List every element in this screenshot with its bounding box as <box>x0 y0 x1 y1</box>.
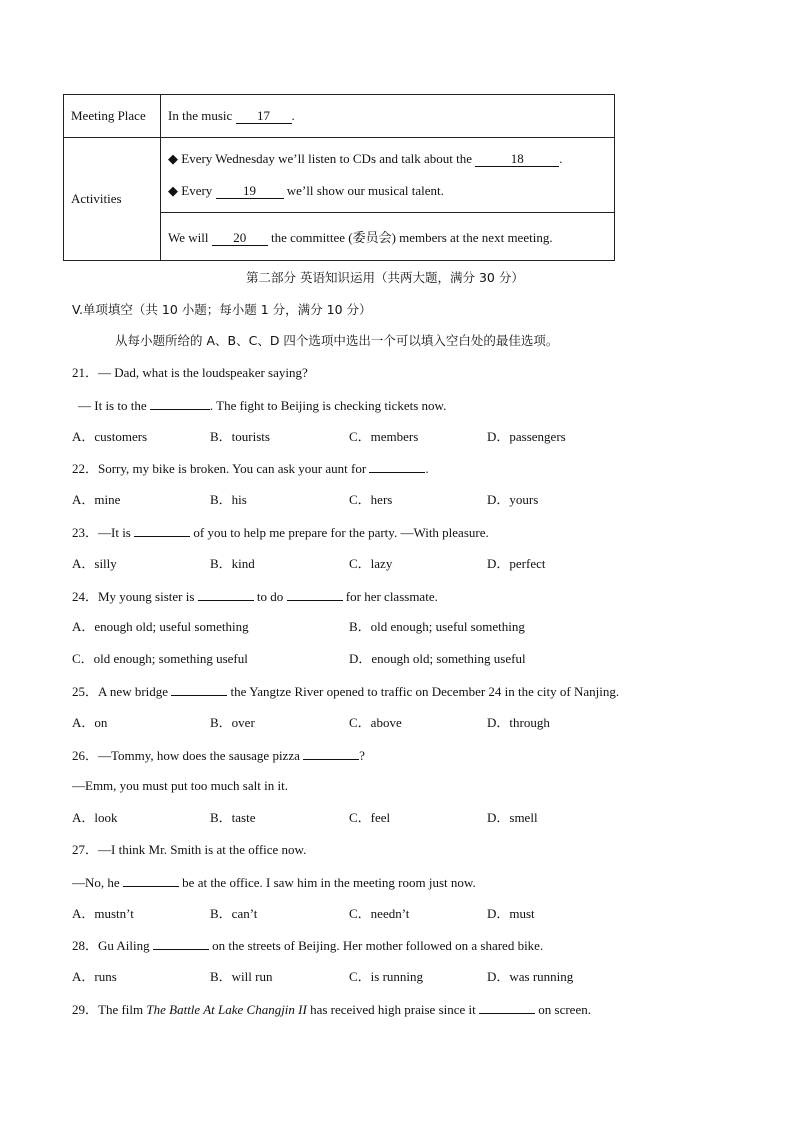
answer-blank[interactable] <box>171 682 227 696</box>
question-22 <box>72 459 429 478</box>
table-text: In the music <box>168 108 233 123</box>
option-a[interactable]: A．look <box>72 810 118 825</box>
notice-table <box>63 94 615 261</box>
table-row-label: Meeting Place <box>64 95 161 138</box>
option-a[interactable]: A．enough old; useful something <box>72 619 249 634</box>
question-text: has received high praise since it <box>310 1002 476 1017</box>
option-a[interactable]: A．runs <box>72 969 117 984</box>
question-text: on screen. <box>538 1002 591 1017</box>
question-28 <box>72 936 543 955</box>
question-text: be at the office. I saw him in the meeting room just now. <box>182 875 476 890</box>
table-text: the committee (委员会) members at the next meeting. <box>270 230 553 245</box>
option-b[interactable]: B．kind <box>210 556 255 571</box>
question-text: 23．—It is <box>72 525 131 540</box>
option-a[interactable]: A．on <box>72 715 108 730</box>
table-text: We will <box>168 230 209 245</box>
question-text: ? <box>359 748 365 763</box>
option-b[interactable]: B．will run <box>210 969 273 984</box>
answer-blank[interactable] <box>198 587 254 601</box>
question-text: 26．—Tommy, how does the sausage pizza <box>72 748 300 763</box>
option-d[interactable]: D．smell <box>487 810 538 825</box>
option-d[interactable]: D．passengers <box>487 429 566 444</box>
table-row-content <box>161 213 615 261</box>
option-d[interactable]: D．must <box>487 906 535 921</box>
option-b[interactable]: B．over <box>210 715 255 730</box>
film-title: The Battle At Lake Changjin II <box>146 1002 307 1017</box>
question-text: of you to help me prepare for the party. —With pleasure. <box>193 525 489 540</box>
option-a[interactable]: A．silly <box>72 556 117 571</box>
option-d[interactable]: D．perfect <box>487 556 546 571</box>
option-a[interactable]: A．mustn’t <box>72 906 134 921</box>
option-b[interactable]: B．old enough; useful something <box>349 619 525 634</box>
question-text: 28．Gu Ailing <box>72 938 150 953</box>
option-d[interactable]: D．through <box>487 715 550 730</box>
answer-blank[interactable]: 20 <box>212 231 268 246</box>
answer-blank[interactable] <box>303 746 359 760</box>
option-d[interactable]: D．yours <box>487 492 539 507</box>
answer-blank[interactable]: 17 <box>236 109 292 124</box>
table-row-content <box>161 138 615 213</box>
answer-blank[interactable] <box>134 523 190 537</box>
option-a[interactable]: A．mine <box>72 492 121 507</box>
question-text: 22．Sorry, my bike is broken. You can ask your aunt for <box>72 461 367 476</box>
bullet-icon: ◆ <box>168 183 178 198</box>
answer-blank[interactable] <box>287 587 343 601</box>
instruction: 从每小题所给的 A、B、C、D 四个选项中选出一个可以填入空白处的最佳选项。 <box>115 333 559 348</box>
option-b[interactable]: B．taste <box>210 810 256 825</box>
table-text: . <box>559 151 563 166</box>
option-c[interactable]: C．lazy <box>349 556 393 571</box>
option-c[interactable]: C．is running <box>349 969 424 984</box>
section-title: 第二部分 英语知识运用（共两大题，满分 30 分） <box>246 270 524 285</box>
question-26 <box>72 746 365 765</box>
option-b[interactable]: B．tourists <box>210 429 270 444</box>
option-b[interactable]: B．his <box>210 492 247 507</box>
question-text: 24．My young sister is <box>72 589 195 604</box>
question-text: on the streets of Beijing. Her mother followed on a shared bike. <box>212 938 544 953</box>
question-29 <box>72 1000 591 1019</box>
question-24 <box>72 587 438 606</box>
question-text: 29．The film <box>72 1002 144 1017</box>
question-21-line2 <box>78 396 446 415</box>
question-text: —No, he <box>72 875 120 890</box>
option-c[interactable]: C．above <box>349 715 402 730</box>
answer-blank[interactable] <box>479 1000 535 1014</box>
option-c[interactable]: C．hers <box>349 492 393 507</box>
question-text: — It is to the <box>78 398 147 413</box>
question-text: the Yangtze River opened to traffic on December 24 in the city of Nanjing. <box>230 684 620 699</box>
question-21: 21．— Dad, what is the loudspeaker saying? <box>72 365 308 380</box>
option-a[interactable]: A．customers <box>72 429 148 444</box>
option-d[interactable]: D．enough old; something useful <box>349 651 526 666</box>
question-23 <box>72 523 489 542</box>
answer-blank[interactable]: 18 <box>475 152 559 167</box>
question-27: 27．—I think Mr. Smith is at the office now. <box>72 842 307 857</box>
table-text: Every Wednesday we’ll listen to CDs and talk about the <box>181 151 473 166</box>
option-c[interactable]: C．old enough; something useful <box>72 651 248 666</box>
question-text: . <box>425 461 429 476</box>
answer-blank[interactable] <box>123 873 179 887</box>
question-text: 25．A new bridge <box>72 684 169 699</box>
option-c[interactable]: C．members <box>349 429 419 444</box>
table-row-content <box>161 95 615 138</box>
bullet-icon: ◆ <box>168 151 178 166</box>
question-text: to do <box>256 589 284 604</box>
question-26-line2: —Emm, you must put too much salt in it. <box>72 778 288 793</box>
part-heading: V.单项填空（共 10 小题；每小题 1 分，满分 10 分） <box>72 302 372 317</box>
table-row-label: Activities <box>64 138 161 261</box>
table-text: . <box>291 108 295 123</box>
option-c[interactable]: C．feel <box>349 810 391 825</box>
option-b[interactable]: B．can’t <box>210 906 258 921</box>
question-text: . The fight to Beijing is checking tickets now. <box>209 398 447 413</box>
answer-blank[interactable]: 19 <box>216 184 284 199</box>
answer-blank[interactable] <box>153 936 209 950</box>
question-27-line2 <box>72 873 476 892</box>
table-text: Every <box>181 183 213 198</box>
answer-blank[interactable] <box>369 459 425 473</box>
table-text: we’ll show our musical talent. <box>286 183 444 198</box>
question-text: for her classmate. <box>345 589 438 604</box>
question-25 <box>72 682 619 701</box>
option-d[interactable]: D．was running <box>487 969 574 984</box>
answer-blank[interactable] <box>150 396 210 410</box>
option-c[interactable]: C．needn’t <box>349 906 410 921</box>
